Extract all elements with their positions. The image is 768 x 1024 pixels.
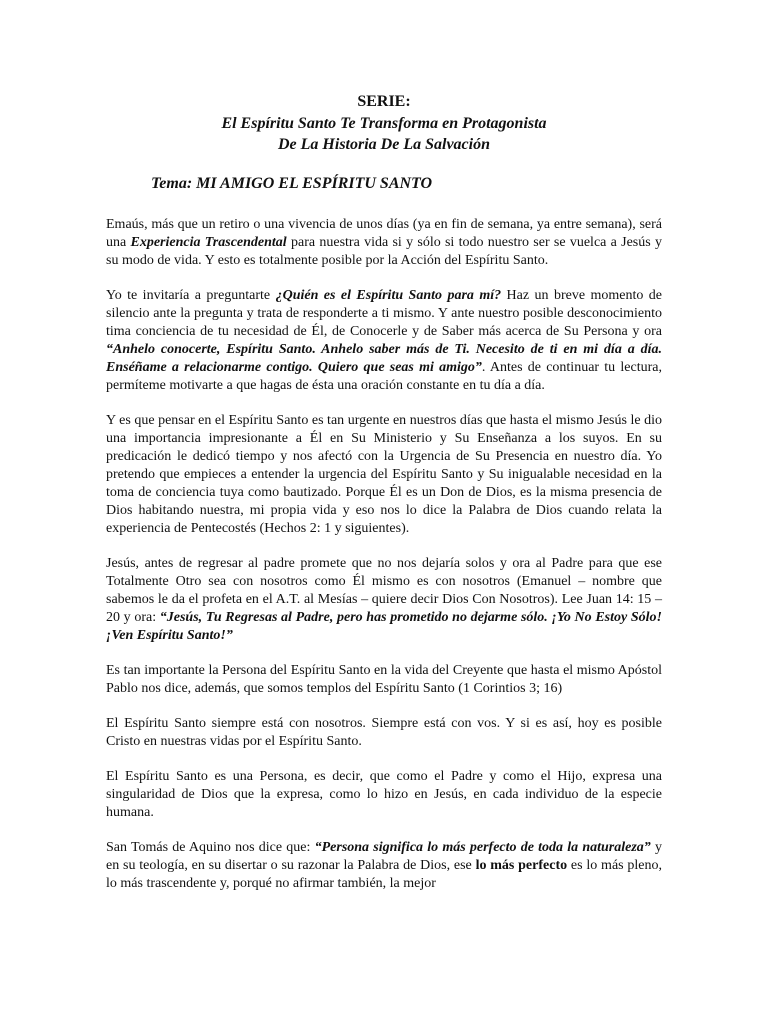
paragraph-5 bbox=[106, 662, 662, 698]
subtitle-line-2: De La Historia De La Salvación bbox=[278, 136, 490, 153]
theme-title: Tema: MI AMIGO EL ESPÍRITU SANTO bbox=[151, 175, 433, 192]
paragraph-text: Haz un breve momento de silencio ante la pregunta y trata de responderte a ti mismo. Y ante nuestro posible desconocimiento tima conciencia de tu necesidad de Él, de Conocerle y de Saber más acerca de Su Persona y ora bbox=[106, 288, 662, 339]
paragraph-text: Emaús, más que un retiro o una vivencia de unos días (ya en fin de semana, ya entre semana), será una bbox=[106, 217, 662, 250]
paragraph-6 bbox=[106, 715, 662, 751]
paragraph-3 bbox=[106, 412, 662, 538]
emphasis-text: ¿Quién es el Espíritu Santo para mí? bbox=[275, 288, 502, 303]
paragraph-text: San Tomás de Aquino nos dice que: bbox=[106, 840, 315, 855]
prayer-quote: “Jesús, Tu Regresas al Padre, pero has prometido no dejarme sólo. ¡Yo No Estoy Sólo! ¡Ven Espíritu Santo!” bbox=[106, 610, 662, 643]
paragraph-8 bbox=[106, 839, 662, 893]
series-label: SERIE: bbox=[357, 93, 411, 110]
paragraph-text: Y es que pensar en el Espíritu Santo es tan urgente en nuestros días que hasta el mismo Jesús le dio una importancia impresionante a Él en Su Ministerio y Su Enseñanza a los suyos. En su predicación le dedicó tiempo y nos afectó con la Urgencia de Su Presencia en nuestro día. Yo pretendo que empieces a entender la urgencia del Espíritu Santo y Su inigualable necesidad en la toma de conciencia tuya como bautizado. Porque Él es un Don de Dios, es la misma presencia de Dios habitando nuestra, mi propia vida y eso nos lo dice la Palabra de Dios cuando relata la experiencia de Pentecostés (Hechos 2: 1 y siguientes). bbox=[106, 413, 662, 536]
paragraph-7 bbox=[106, 768, 662, 822]
prayer-quote: “Anhelo conocerte, Espíritu Santo. Anhelo saber más de Ti. Necesito de ti en mi día a día. Enséñame a relacionarme contigo. Quiero que seas mi amigo” bbox=[106, 342, 662, 375]
paragraph-text: es lo más pleno, lo más trascendente y, porqué no afirmar también, la mejor bbox=[106, 858, 663, 891]
paragraph-text: y en su teología, en su disertar o su razonar la Palabra de Dios, ese bbox=[106, 840, 662, 873]
paragraph-text: El Espíritu Santo es una Persona, es decir, que como el Padre y como el Hijo, expresa una singularidad de Dios que la expresa, como lo hizo en Jesús, en cada individuo de la especie humana. bbox=[106, 769, 662, 820]
paragraph-text: Yo te invitaría a preguntarte bbox=[106, 288, 276, 303]
series-subtitle bbox=[0, 113, 768, 155]
emphasis-text: lo más perfecto bbox=[475, 858, 568, 873]
quote-text: “Persona significa lo más perfecto de toda la naturaleza” bbox=[314, 840, 651, 855]
paragraph-text: El Espíritu Santo siempre está con nosotros. Siempre está con vos. Y si es así, hoy es posible Cristo en nuestras vidas por el Espíritu Santo. bbox=[106, 716, 662, 749]
paragraph-2 bbox=[106, 287, 662, 395]
document-body bbox=[106, 216, 662, 910]
paragraph-4 bbox=[106, 555, 662, 645]
paragraph-text: Jesús, antes de regresar al padre promete que no nos dejaría solos y ora al Padre para que ese Totalmente Otro sea con nosotros como Él mismo es con nosotros (Emanuel – nombre que sabemos le da el profeta en el A.T. al Mesías – quiere decir Dios Con Nosotros). Lee Juan 14: 15 – 20 y ora: bbox=[106, 556, 662, 625]
paragraph-text: . Antes de continuar tu lectura, permíteme motivarte a que hagas de ésta una oración constante en tu día a día. bbox=[106, 360, 662, 393]
emphasis-text: Experiencia Trascendental bbox=[130, 235, 287, 250]
subtitle-line-1: El Espíritu Santo Te Transforma en Protagonista bbox=[221, 115, 547, 132]
paragraph-text: Es tan importante la Persona del Espíritu Santo en la vida del Creyente que hasta el mismo Apóstol Pablo nos dice, además, que somos templos del Espíritu Santo (1 Corintios 3; 16) bbox=[106, 663, 662, 696]
paragraph-1 bbox=[106, 216, 662, 270]
paragraph-text: para nuestra vida si y sólo si todo nuestro ser se vuelca a Jesús y su modo de vida. Y esto es totalmente posible por la Acción del Espíritu Santo. bbox=[106, 235, 662, 268]
